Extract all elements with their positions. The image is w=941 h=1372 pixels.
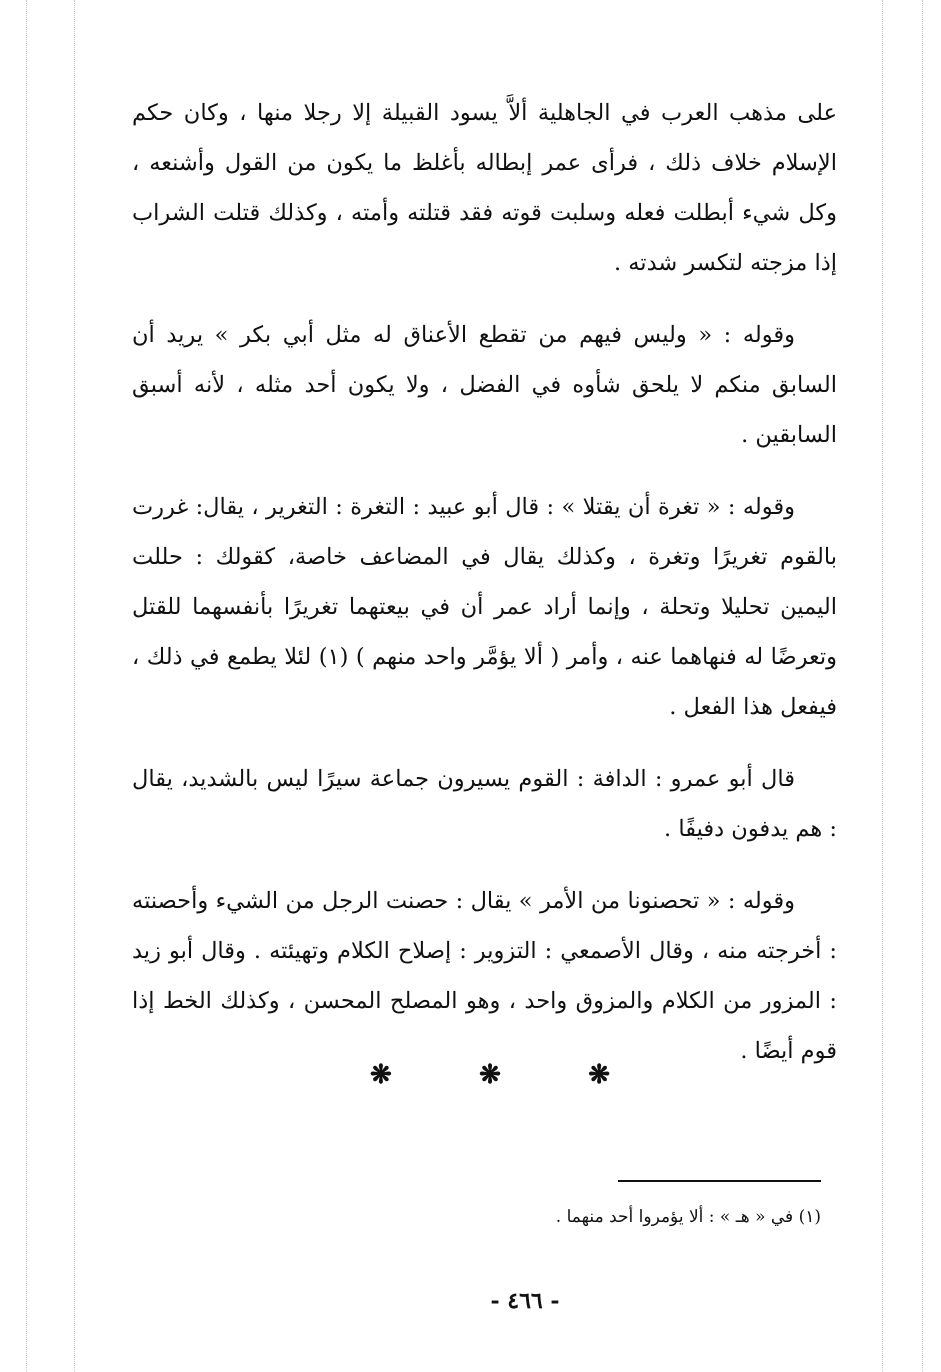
scan-guide-line (882, 0, 883, 1372)
asterism-mark: ❋ (479, 1060, 501, 1090)
footnote: (١) في « هـ » : ألا يؤمروا أحد منهما . (555, 1207, 821, 1227)
paragraph: قال أبو عمرو : الدافة : القوم يسيرون جماعة سيرًا ليس بالشديد، يقال : هم يدفون دفيفًا . (132, 766, 837, 842)
scan-guide-line (922, 0, 923, 1372)
page-number: - ٤٦٦ - (490, 1288, 560, 1314)
footnote-rule (618, 1180, 821, 1182)
paragraph: وقوله : « تغرة أن يقتلا » : قال أبو عبيد : التغرة : التغرير ، يقال: غررت بالقوم تغريرًا وتغرة ، وكذلك يقال في المضاعف خاصة، كقولك : حللت اليمين تحليلا وتحلة ، وإنما أراد عمر أن في بيعتهما تغريرًا بأنفسهما للقتل وتعرضًا له فنهاهما عنه ، وأمر ( ألا يؤمَّر واحد منهم ) (١) لئلا يطمع في ذلك ، فيفعل هذا الفعل . (132, 494, 837, 720)
paragraph: وقوله : « وليس فيهم من تقطع الأعناق له مثل أبي بكر » يريد أن السابق منكم لا يلحق شأوه في الفضل ، ولا يكون أحد مثله ، لأنه أسبق السابقين . (132, 322, 837, 448)
asterism-mark: ❋ (370, 1060, 392, 1090)
scan-guide-line (26, 0, 27, 1372)
main-text (132, 88, 837, 1098)
asterism-mark: ❋ (588, 1060, 610, 1090)
paragraph: وقوله : « تحصنونا من الأمر » يقال : حصنت الرجل من الشيء وأحصنته : أخرجته منه ، وقال الأصمعي : التزوير : إصلاح الكلام وتهيئته . وقال أبو زيد : المزور من الكلام والمزوق واحد ، وهو المصلح المحسن ، وكذلك الخط إذا قوم أيضًا . (132, 888, 837, 1064)
paragraph: على مذهب العرب في الجاهلية ألاَّ يسود القبيلة إلا رجلا منها ، وكان حكم الإسلام خلاف ذلك ، فرأى عمر إبطاله بأغلظ ما يكون من القول وأشنعه ، وكل شيء أبطلت فعله وسلبت قوته فقد قتلته وأمته ، وكذلك قتلت الشراب إذا مزجته لتكسر شدته . (132, 100, 837, 276)
section-separator (370, 1060, 610, 1090)
scan-guide-line (74, 0, 75, 1372)
